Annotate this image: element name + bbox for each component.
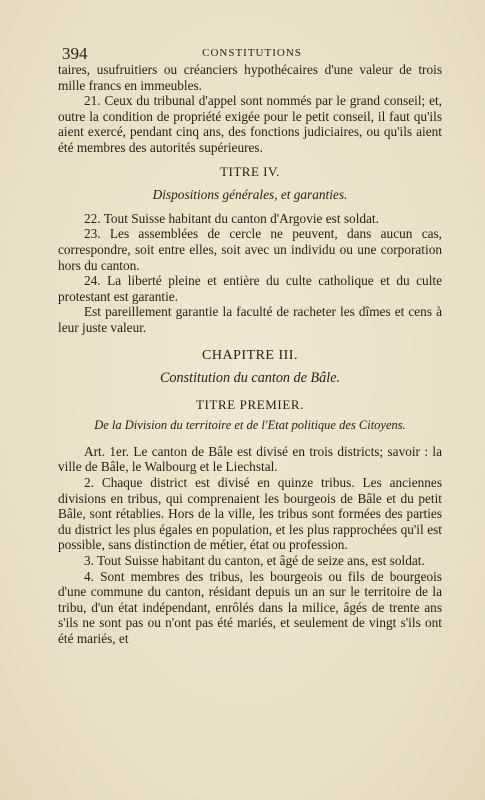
heading-titre-premier: TITRE PREMIER.	[195, 396, 305, 412]
page-body	[58, 62, 442, 647]
article-22: 22. Tout Suisse habitant du canton d'Argovie est soldat.	[84, 210, 379, 226]
page-header	[62, 44, 442, 64]
paragraph-continuation: taires, usufruitiers ou créanciers hypothécaires d'une valeur de trois mille francs en immeubles.	[58, 62, 442, 93]
article-4: 4. Sont membres des tribus, les bourgeois ou fils de bourgeois d'une commune du canton, résidant depuis un an sur le territoire de la tribu, d'un état indépendant, enrôlés dans la milice, âgés de trente ans s'ils ne sont pas ou n'ont pas été mariés, et seulement de vingt s'ils ont été mariés, et	[58, 568, 442, 646]
subheading-division: De la Division du territoire et de l'Etat politique des Citoyens.	[94, 418, 406, 433]
running-title: CONSTITUTIONS	[202, 47, 302, 59]
article-1: Art. 1er. Le canton de Bâle est divisé en trois districts; savoir : la ville de Bâle, le Walbourg et le Liechstal.	[58, 443, 442, 475]
article-23: 23. Les assemblées de cercle ne peuvent, dans aucun cas, correspondre, soit entre elles, soit avec un individu ou une corporation hors du canton.	[58, 226, 442, 273]
article-2: 2. Chaque district est divisé en quinze tribus. Les anciennes divisions en tribus, qui comprenaient les bourgeois de Bâle et du petit Bâle, sont rétablies. Hors de la ville, les tribus sont formées des parties du district les plus égales en population, et les plus rapprochées qu'il est possible, sans distinction de métier, état ou profession.	[58, 475, 442, 553]
page-number: 394	[62, 44, 88, 63]
article-21: 21. Ceux du tribunal d'appel sont nommés par le grand conseil; et, outre la condition de propriété exigée pour le petit conseil, il faut qu'ils aient exercé, pendant cinq ans, des fonctions judiciaires, ou qu'ils aient été membres des autorités supérieures.	[58, 93, 442, 155]
heading-chapitre-iii: CHAPITRE III.	[202, 347, 298, 363]
article-3: 3. Tout Suisse habitant du canton, et âgé de seize ans, est soldat.	[84, 553, 425, 569]
article-24-continued: Est pareillement garantie la faculté de racheter les dîmes et cens à leur juste valeur.	[58, 304, 442, 335]
heading-titre-iv: TITRE IV.	[220, 163, 280, 179]
article-24: 24. La liberté pleine et entière du culte catholique et du culte protestant est garantie.	[58, 273, 442, 304]
heading-constitution-bale: Constitution du canton de Bâle.	[159, 370, 341, 387]
subheading-dispositions: Dispositions générales, et garanties.	[152, 187, 348, 203]
